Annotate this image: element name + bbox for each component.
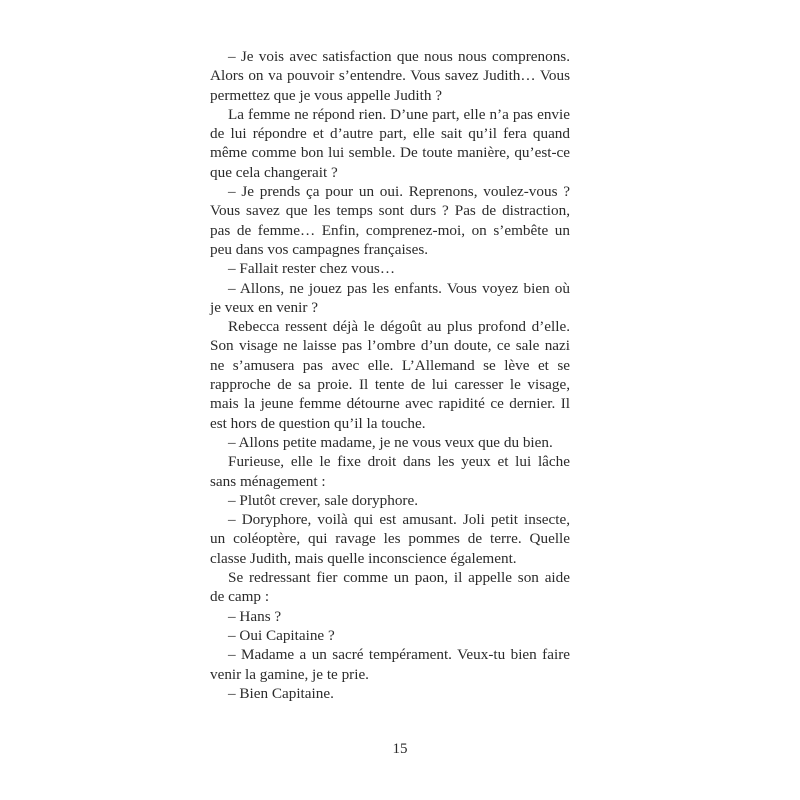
paragraph: – Je vois avec satisfaction que nous nous comprenons. Alors on va pouvoir s’entendre. Vous savez Judith… Vous permettez que je vous appelle Judith ? (210, 48, 570, 104)
paragraph: – Je prends ça pour un oui. Reprenons, voulez-vous ? Vous savez que les temps sont durs ? Pas de distraction, pas de femme… Enfin, comprenez-moi, on s’embête un peu dans vos campagnes françaises. (210, 183, 570, 258)
paragraph: – Allons, ne jouez pas les enfants. Vous voyez bien où je veux en venir ? (210, 279, 570, 316)
paragraph: – Doryphore, voilà qui est amusant. Joli petit insecte, un coléoptère, qui ravage les pommes de terre. Quelle classe Judith, mais quelle inconscience également. (210, 511, 570, 567)
paragraph: Rebecca ressent déjà le dégoût au plus profond d’elle. Son visage ne laisse pas l’ombre d’un doute, ce sale nazi ne s’amusera pas avec elle. L’Allemand se lève et se rapproche de sa proie. Il tente de lui caresser le visage, mais la jeune femme détourne avec rapidité ce dernier. Il est hors de question qu’il la touche. (210, 318, 570, 432)
page-number: 15 (392, 741, 408, 757)
paragraph: – Allons petite madame, je ne vous veux que du bien. (228, 433, 553, 451)
paragraph: – Fallait rester chez vous… (228, 260, 396, 278)
paragraph: Se redressant fier comme un paon, il appelle son aide de camp : (210, 569, 570, 606)
paragraph: Furieuse, elle le fixe droit dans les yeux et lui lâche sans ménagement : (210, 453, 570, 490)
paragraph: – Bien Capitaine. (228, 684, 334, 702)
paragraph: – Madame a un sacré tempérament. Veux-tu bien faire venir la gamine, je te prie. (210, 646, 570, 683)
paragraph: – Oui Capitaine ? (228, 626, 335, 644)
body-text (210, 47, 570, 703)
paragraph: – Plutôt crever, sale doryphore. (228, 491, 419, 509)
paragraph: – Hans ? (228, 607, 282, 625)
paragraph: La femme ne répond rien. D’une part, elle n’a pas envie de lui répondre et d’autre part, elle sait qu’il fera quand même comme bon lui semble. De toute manière, qu’est-ce que cela changerait ? (210, 105, 570, 181)
